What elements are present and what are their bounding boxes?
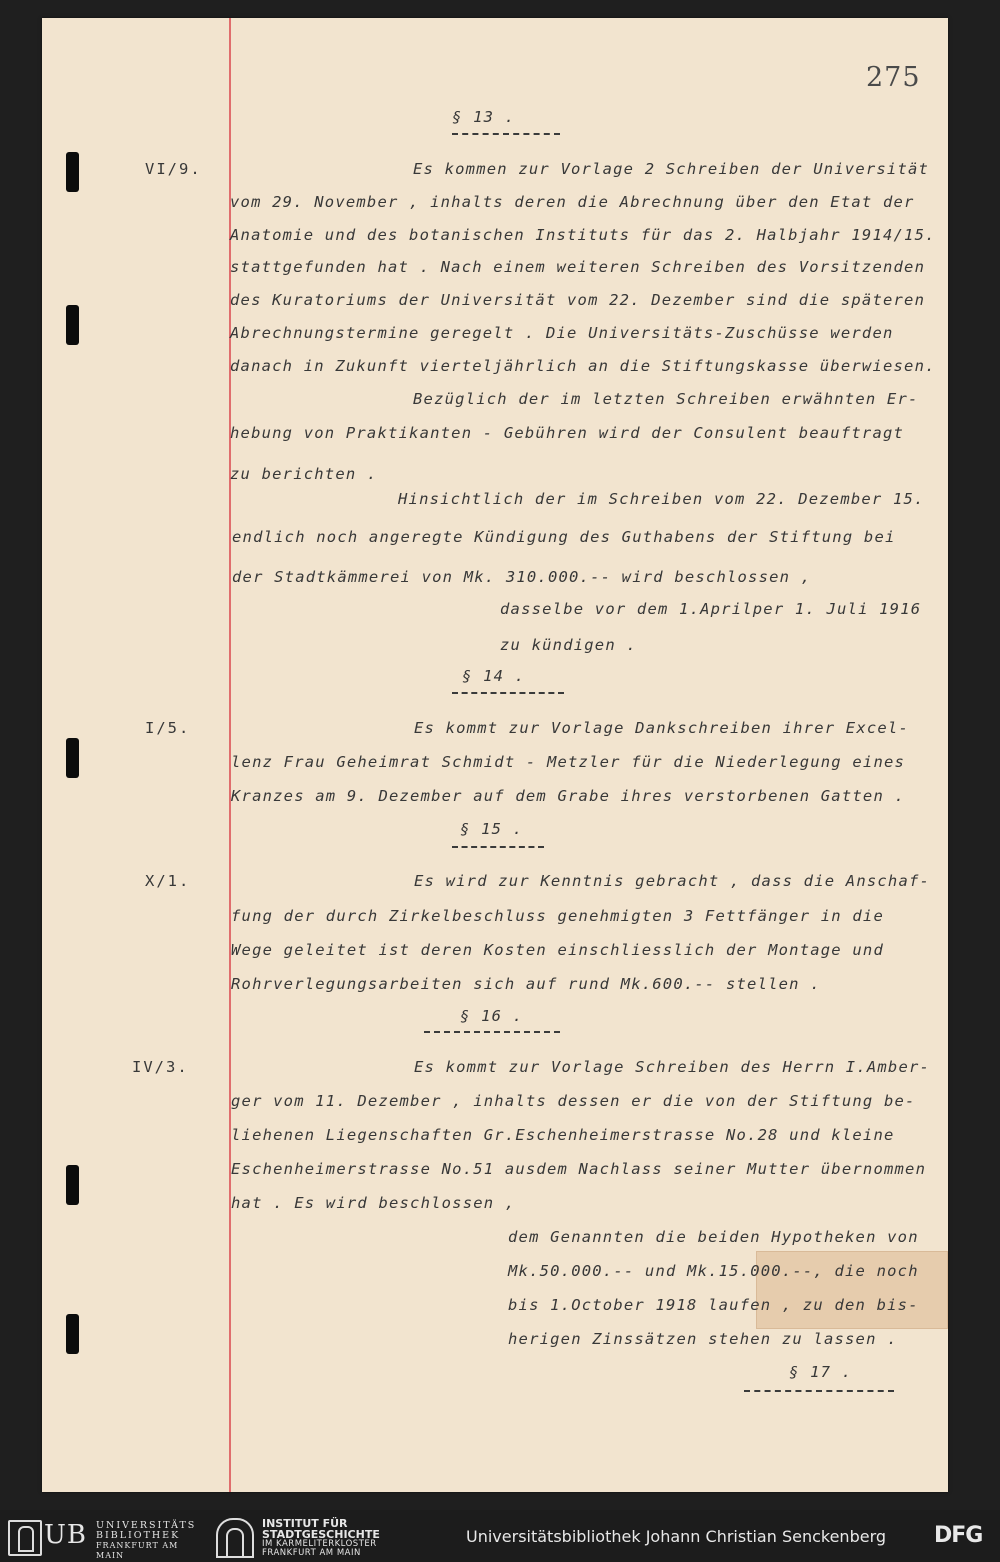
text-line: Mk.50.000.-- und Mk.15.000.--, die noch	[508, 1262, 919, 1280]
dfg-logo: DFG	[934, 1523, 983, 1548]
punch-hole	[66, 1165, 79, 1205]
ub-name	[96, 1521, 198, 1561]
ub-name-line: FRANKFURT AM MAIN	[96, 1541, 179, 1560]
ub-logo	[8, 1518, 198, 1560]
page-number: 275	[866, 62, 921, 93]
margin-reference: I/5.	[145, 719, 191, 737]
heading-underline	[424, 1031, 560, 1033]
ub-name-line: UNIVERSITÄTS	[96, 1520, 197, 1531]
text-line: herigen Zinssätzen stehen zu lassen .	[508, 1330, 898, 1348]
text-line: der Stadtkämmerei von Mk. 310.000.-- wird beschlossen ,	[232, 568, 812, 586]
text-line: Rohrverlegungsarbeiten sich auf rund Mk.600.-- stellen .	[231, 975, 821, 993]
punch-hole	[66, 152, 79, 192]
text-line: Bezüglich der im letzten Schreiben erwähnten Er-	[413, 390, 919, 408]
ub-name-line: BIBLIOTHEK	[96, 1530, 181, 1541]
ub-emblem-icon	[8, 1520, 42, 1556]
text-line: vom 29. November , inhalts deren die Abrechnung über den Etat der	[230, 193, 915, 211]
section-heading: § 17 .	[789, 1363, 853, 1381]
text-line: danach in Zukunft vierteljährlich an die Stiftungskasse überwiesen.	[230, 357, 936, 375]
isg-logo	[216, 1518, 416, 1556]
text-line: hat . Es wird beschlossen ,	[231, 1194, 516, 1212]
text-line: Eschenheimerstrasse No.51 ausdem Nachlass seiner Mutter übernommen	[231, 1160, 927, 1178]
margin-reference: IV/3.	[132, 1058, 189, 1076]
library-title: Universitätsbibliothek Johann Christian Senckenberg	[466, 1527, 887, 1546]
text-line: des Kuratoriums der Universität vom 22. Dezember sind die späteren	[230, 291, 926, 309]
text-line: Anatomie und des botanischen Instituts für das 2. Halbjahr 1914/15.	[230, 226, 936, 244]
isg-name-line: IM KARMELITERKLOSTER	[262, 1539, 377, 1549]
text-line: Hinsichtlich der im Schreiben vom 22. Dezember 15.	[398, 490, 925, 508]
heading-underline	[452, 692, 564, 694]
text-line: Abrechnungstermine geregelt . Die Universitäts-Zuschüsse werden	[230, 324, 894, 342]
punch-hole	[66, 1314, 79, 1354]
margin-reference: VI/9.	[145, 160, 202, 178]
text-line: Es wird zur Kenntnis gebracht , dass die Anschaf-	[414, 872, 931, 890]
text-line: ger vom 11. Dezember , inhalts dessen er die von der Stiftung be-	[231, 1092, 916, 1110]
ub-abbreviation: UB	[44, 1520, 88, 1550]
text-line: liehenen Liegenschaften Gr.Eschenheimerstrasse No.28 und kleine	[231, 1126, 895, 1144]
text-line: hebung von Praktikanten - Gebühren wird der Consulent beauftragt	[230, 424, 905, 442]
text-line: dem Genannten die beiden Hypotheken von	[508, 1228, 919, 1246]
section-heading: § 16 .	[460, 1007, 524, 1025]
text-line: Wege geleitet ist deren Kosten einschliesslich der Montage und	[231, 941, 884, 959]
text-line: stattgefunden hat . Nach einem weiteren Schreiben des Vorsitzenden	[230, 258, 926, 276]
heading-underline	[452, 846, 544, 848]
margin-reference: X/1.	[145, 872, 191, 890]
text-line: dasselbe vor dem 1.Aprilper 1. Juli 1916	[500, 600, 922, 618]
isg-name	[262, 1518, 380, 1558]
isg-name-line: INSTITUT FÜR	[262, 1517, 348, 1530]
text-line: zu berichten .	[230, 465, 378, 483]
section-heading: § 15 .	[460, 820, 524, 838]
footer-bar	[0, 1510, 1000, 1562]
section-heading: § 14 .	[462, 667, 526, 685]
punch-hole	[66, 305, 79, 345]
text-line: Kranzes am 9. Dezember auf dem Grabe ihres verstorbenen Gatten .	[231, 787, 906, 805]
heading-underline	[452, 133, 560, 135]
text-line: bis 1.October 1918 laufen , zu den bis-	[508, 1296, 919, 1314]
text-line: endlich noch angeregte Kündigung des Guthabens der Stiftung bei	[232, 528, 896, 546]
text-line: fung der durch Zirkelbeschluss genehmigten 3 Fettfänger in die	[231, 907, 884, 925]
section-heading: § 13 .	[452, 108, 516, 126]
text-line: Es kommt zur Vorlage Dankschreiben ihrer Excel-	[414, 719, 909, 737]
text-line: zu kündigen .	[500, 636, 637, 654]
isg-arch-icon	[216, 1518, 254, 1558]
text-line: lenz Frau Geheimrat Schmidt - Metzler für die Niederlegung eines	[231, 753, 906, 771]
punch-hole	[66, 738, 79, 778]
text-line: Es kommt zur Vorlage Schreiben des Herrn I.Amber-	[414, 1058, 931, 1076]
text-line: Es kommen zur Vorlage 2 Schreiben der Universität	[413, 160, 930, 178]
isg-name-line: FRANKFURT AM MAIN	[262, 1548, 361, 1558]
heading-underline	[744, 1390, 894, 1392]
isg-name-line: STADTGESCHICHTE	[262, 1528, 380, 1541]
